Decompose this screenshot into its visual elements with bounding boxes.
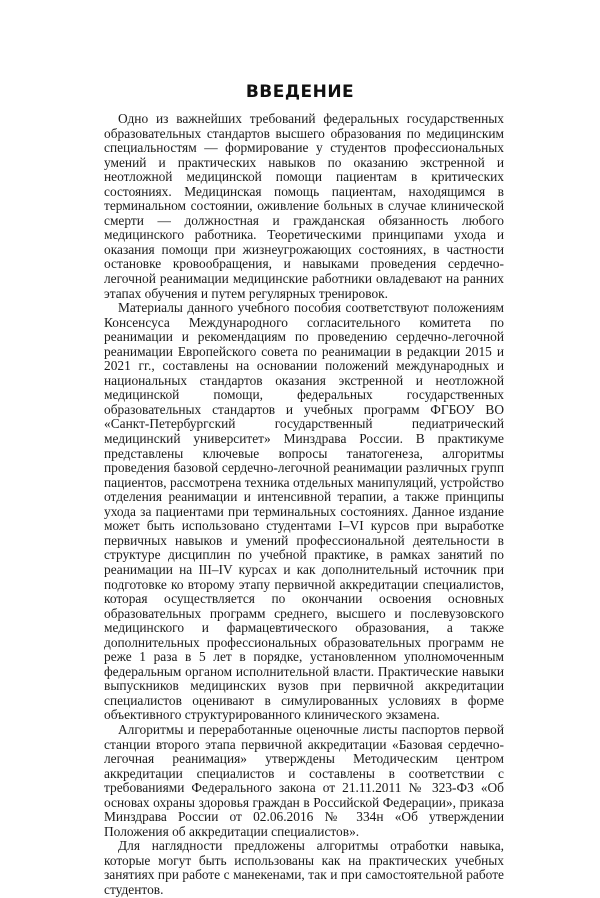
paragraph: Алгоритмы и переработанные оценочные листы паспортов первой станции второго этапа первичной аккредитации «Базовая сердечно-легочная реанимация» утверждены Методическим центром аккредитации специалистов и составлены в соответствии с требованиями Федерального закона от 21.11.2011 № 323-ФЗ «Об основах охраны здоровья граждан в Российской Федерации», приказа Минздрава России от 02.06.2016 № 334н «Об утверждении Положения об аккредитации специалистов».	[104, 721, 504, 839]
paragraph: Материалы данного учебного пособия соответствуют положениям Консенсуса Международного согласительного комитета по реанимации и рекомендациям по проведению сердечно-легочной реанимации Европейского совета по реанимации в редакции 2015 и 2021 гг., составлены на основании положений международных и национальных стандартов оказания экстренной и неотложной медицинской помощи, федеральных государственных образовательных стандартов и учебных программ ФГБОУ ВО «Санкт-Петербургский государственный педиатрический медицинский университет» Минздрава России. В практикуме представлены ключевые вопросы танатогенеза, алгоритмы проведения базовой сердечно-легочной реанимации различных групп пациентов, рассмотрена техника отдельных манипуляций, устройство отделения реанимации и интенсивной терапии, а также принципы ухода за пациентами при терминальных состояниях. Данное издание может быть использовано студентами I–VI курсов при выработке первичных навыков и умений профессиональной деятельности в структуре дисциплин по учебной практике, в рамках занятий по реанимации на III–IV курсах и как дополнительный источник при подготовке ко второму этапу первичной аккредитации специалистов, которая осуществляется по окончании освоения основных образовательных программ среднего, высшего и послевузовского медицинского и фармацевтического образования, а также дополнительных профессиональных образовательных программ не реже 1 раза в 5 лет в порядке, установленном уполномоченным федеральным органом исполнительной власти. Практические навыки выпускников медицинских вузов при первичной аккредитации специалистов оценивают в симулированных условиях в форме объективного структурированного клинического экзамена.	[104, 300, 504, 723]
page-title: ВВЕДЕНИЕ	[245, 82, 355, 102]
paragraph: Одно из важнейших требований федеральных государственных образовательных стандартов высшего образования по медицинским специальностям — формирование у студентов профессиональных умений и практических навыков по оказанию экстренной и неотложной медицинской помощи пациентам в критических состояниях. Медицинская помощь пациентам, находящимся в терминальном состоянии, оживление больных в случае клинической смерти — должностная и гражданская обязанность любого медицинского работника. Теоретическими принципами ухода и оказания помощи при жизнеугрожающих состояниях, в частности остановке кровообращения, и навыками проведения сердечно-легочной реанимации медицинские работники овладевают на ранних этапах обучения и путем регулярных тренировок.	[104, 111, 504, 301]
body-text	[104, 112, 504, 898]
paragraph: Для наглядности предложены алгоритмы отработки навыка, которые могут быть использованы как на практических учебных занятиях при работе с манекенами, так и при самостоятельной работе студентов.	[104, 838, 504, 897]
